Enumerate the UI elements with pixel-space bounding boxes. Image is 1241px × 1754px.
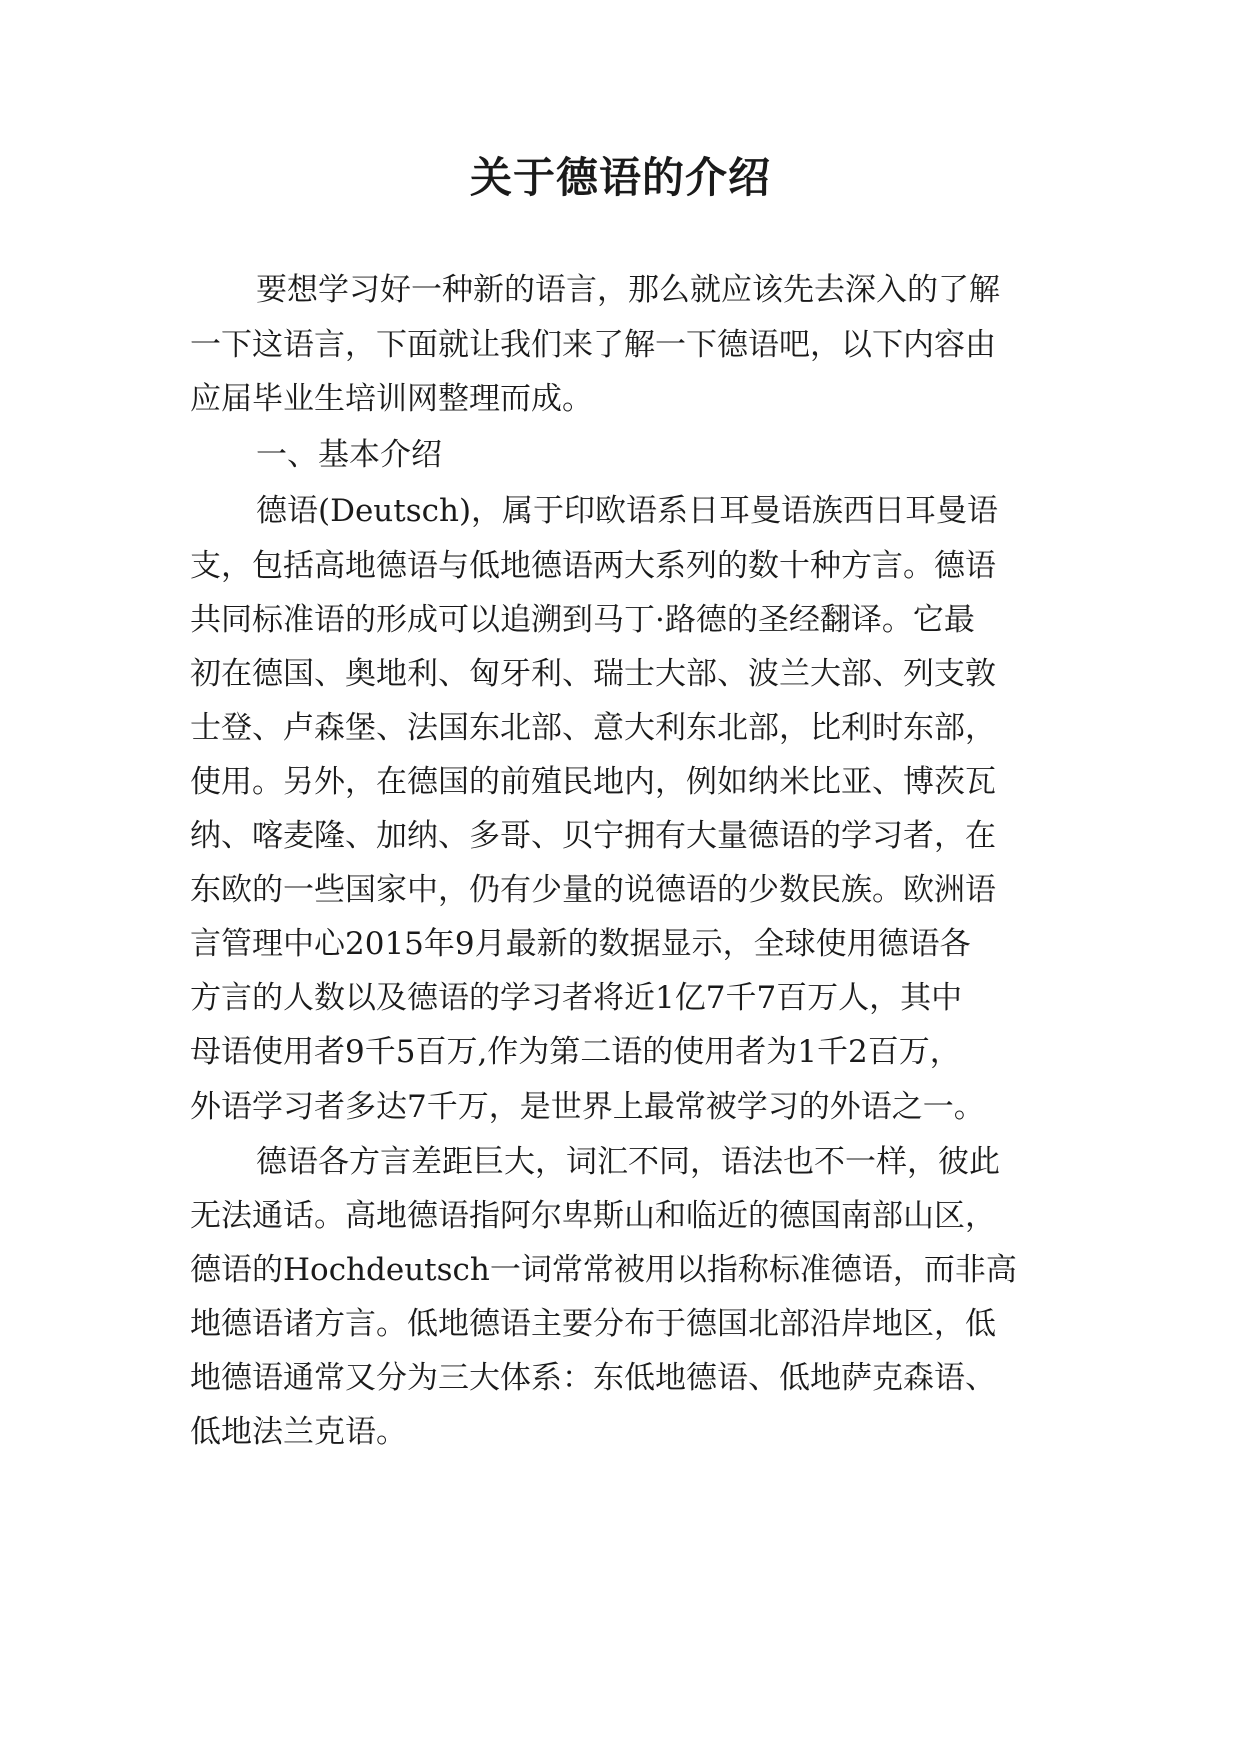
paragraph-2-line-6: 低地法兰克语。 bbox=[190, 1414, 407, 1450]
paragraph-2-line-1: 德语各方言差距巨大，词汇不同，语法也不一样，彼此 bbox=[256, 1144, 1000, 1180]
section-heading: 一、基本介绍 bbox=[256, 437, 442, 473]
intro-line-2: 一下这语言，下面就让我们来了解一下德语吧，以下内容由 bbox=[190, 327, 996, 363]
intro-line-3: 应届毕业生培训网整理而成。 bbox=[190, 381, 593, 417]
paragraph-1-line-10: 方言的人数以及德语的学习者将近1亿7千7百万人，其中 bbox=[190, 980, 963, 1016]
paragraph-1-line-11: 母语使用者9千5百万,作为第二语的使用者为1千2百万， bbox=[190, 1034, 961, 1070]
intro-line-1: 要想学习好一种新的语言，那么就应该先去深入的了解 bbox=[256, 272, 1000, 308]
page-title: 关于德语的介绍 bbox=[469, 153, 771, 202]
paragraph-1-line-5: 士登、卢森堡、法国东北部、意大利东北部，比利时东部， bbox=[190, 710, 996, 746]
paragraph-1-line-1: 德语(Deutsch)，属于印欧语系日耳曼语族西日耳曼语 bbox=[256, 493, 999, 529]
paragraph-2-line-5: 地德语通常又分为三大体系：东低地德语、低地萨克森语、 bbox=[190, 1360, 996, 1396]
paragraph-1-line-2: 支，包括高地德语与低地德语两大系列的数十种方言。德语 bbox=[190, 548, 996, 584]
paragraph-1-line-4: 初在德国、奥地利、匈牙利、瑞士大部、波兰大部、列支敦 bbox=[190, 656, 996, 692]
paragraph-2-line-3: 德语的Hochdeutsch一词常常被用以指称标准德语，而非高 bbox=[190, 1252, 1017, 1288]
paragraph-1-line-9: 言管理中心2015年9月最新的数据显示，全球使用德语各 bbox=[190, 926, 971, 962]
paragraph-2-line-2: 无法通话。高地德语指阿尔卑斯山和临近的德国南部山区， bbox=[190, 1198, 996, 1234]
paragraph-1-line-3: 共同标准语的形成可以追溯到马丁·路德的圣经翻译。它最 bbox=[190, 602, 975, 638]
paragraph-2-line-4: 地德语诸方言。低地德语主要分布于德国北部沿岸地区，低 bbox=[190, 1306, 996, 1342]
paragraph-1-line-7: 纳、喀麦隆、加纳、多哥、贝宁拥有大量德语的学习者，在 bbox=[190, 818, 996, 854]
paragraph-1-line-6: 使用。另外，在德国的前殖民地内，例如纳米比亚、博茨瓦 bbox=[190, 764, 996, 800]
paragraph-1-line-8: 东欧的一些国家中，仍有少量的说德语的少数民族。欧洲语 bbox=[190, 872, 996, 908]
paragraph-1-line-12: 外语学习者多达7千万，是世界上最常被学习的外语之一。 bbox=[190, 1089, 985, 1125]
